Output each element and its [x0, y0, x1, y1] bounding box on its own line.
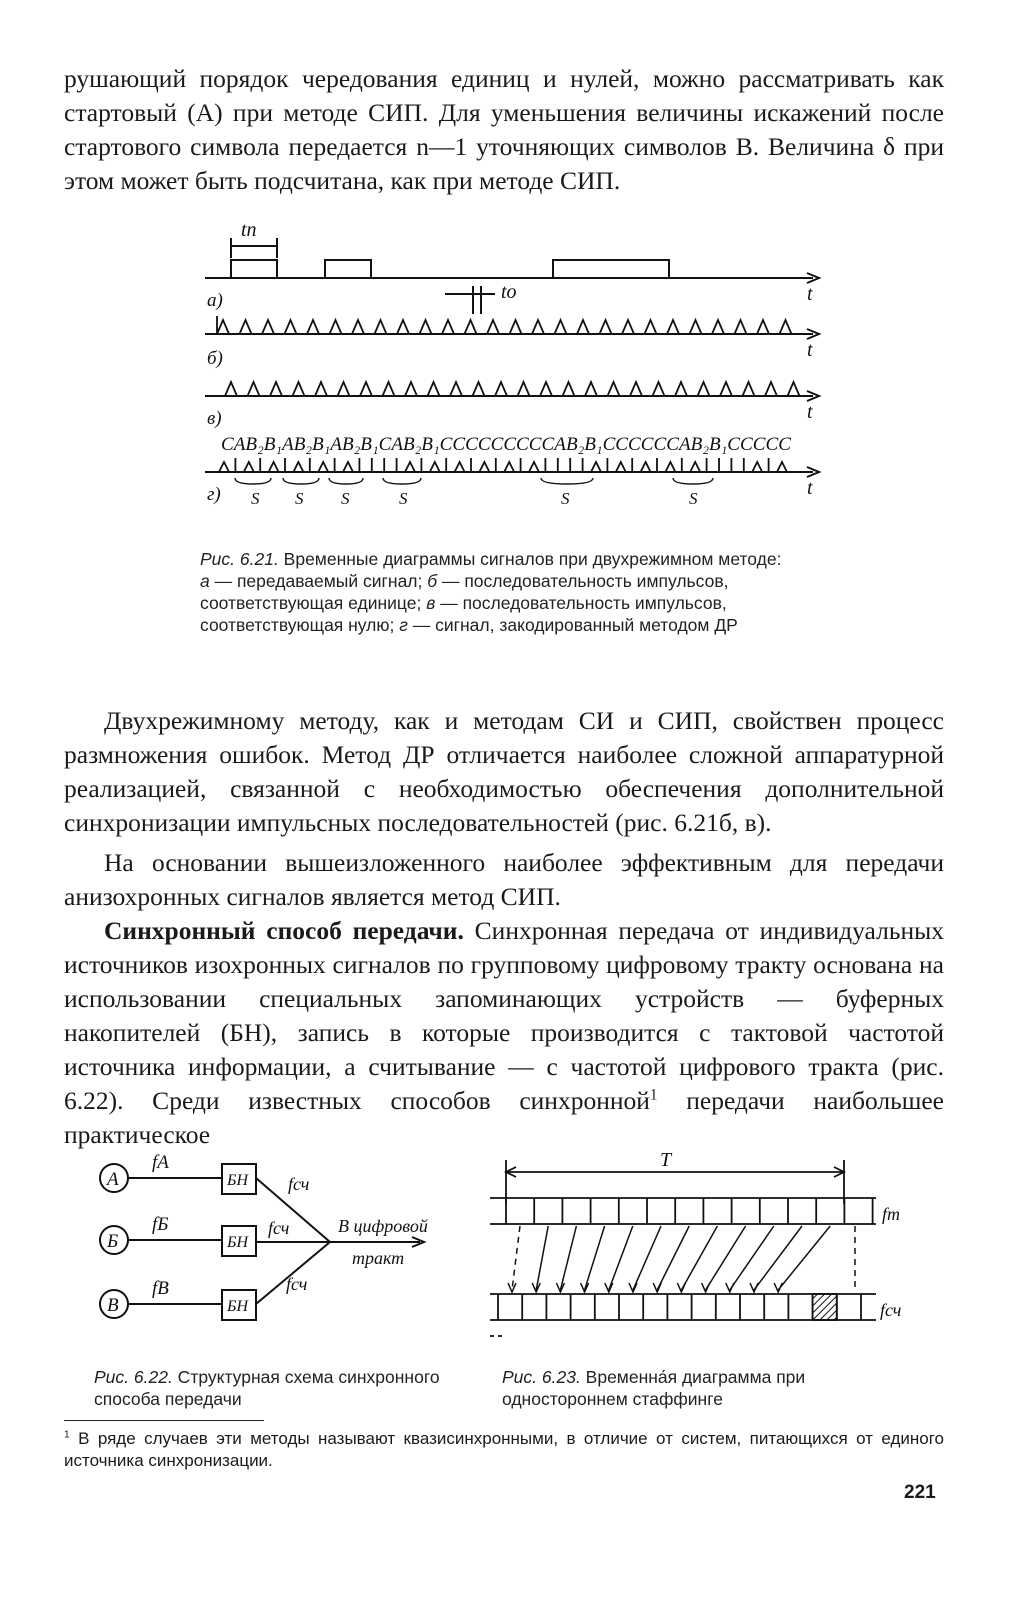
pulse-b	[667, 320, 679, 334]
pulse-b	[757, 320, 769, 334]
paragraph-2: Двухрежимному методу, как и методам СИ и СИП, свойствен процесс размножения ошибок. Метод ДР отличается наиболее сложной аппаратурной реализацией, связанной с необходимостью обеспечения дополнительной синхронизации импульсных последовательностей (рис. 6.21б, в).	[64, 706, 944, 837]
pulse-g	[293, 462, 303, 472]
pulse-v	[653, 382, 665, 396]
s-label-4: S	[399, 489, 408, 508]
transfer-arrow	[536, 1226, 548, 1290]
page-number: 221	[904, 1482, 936, 1503]
caption-6-21-v-text: — последовательность импульсов, соответствующая нулю;	[200, 593, 727, 635]
pulse-b	[735, 320, 747, 334]
transfer-arrow	[609, 1226, 633, 1290]
fsch-3: fсч	[286, 1274, 308, 1294]
axis-t-v: t	[807, 401, 813, 423]
pulse-g	[430, 462, 440, 472]
pulse-g	[641, 462, 651, 472]
freq-a: fА	[152, 1152, 169, 1173]
source-b: Б	[107, 1231, 119, 1252]
pulse-g	[690, 462, 700, 472]
pulse-g	[455, 462, 465, 472]
arrow-head	[677, 1283, 685, 1292]
bn-3: БН	[227, 1298, 248, 1315]
pulse-v	[585, 382, 597, 396]
caption-6-23-text: Временна́я диаграмма при одностороннем стаффинге	[502, 1367, 806, 1409]
fsch-1: fсч	[288, 1174, 310, 1194]
caption-6-23	[502, 1366, 912, 1410]
pulse-g	[591, 462, 601, 472]
brace-s	[541, 478, 593, 484]
pulse-g	[752, 462, 762, 472]
bn-2: БН	[227, 1234, 248, 1251]
footnote-marker: 1	[64, 1429, 70, 1441]
pulse-b	[555, 320, 567, 334]
pulse-v	[720, 382, 732, 396]
pulse-b	[780, 320, 792, 334]
pulse-b	[465, 320, 477, 334]
pulse-b	[397, 320, 409, 334]
pulse-g	[269, 462, 279, 472]
dest-line-1: В цифровой	[338, 1216, 428, 1236]
s-label-5: S	[561, 489, 570, 508]
paragraph-4-text: Синхронная передача от индивидуальных источников изохронных сигналов по групповому цифровому тракту основана на использовании специальных запоминающих устройств — буферных накопителей (БН), запись в которые производится с тактовой частотой источника информации, а считывание — с частотой цифрового тракта (рис. 6.22). Среди известных способов синхронной	[64, 916, 944, 1115]
caption-6-21-a-text: — передаваемый сигнал;	[209, 571, 428, 591]
brace-s	[673, 478, 713, 484]
paragraph-4	[64, 914, 944, 1152]
caption-6-21-g-text: — сигнал, закодированный методом ДР	[407, 615, 738, 635]
brace-s	[235, 478, 271, 484]
caption-6-21-b: б	[427, 571, 438, 591]
transfer-arrow	[560, 1226, 576, 1290]
pulse-v	[360, 382, 372, 396]
pulse-v	[315, 382, 327, 396]
pulse-b	[645, 320, 657, 334]
transfer-arrow	[585, 1226, 605, 1290]
pulse-v	[630, 382, 642, 396]
pulse-v	[428, 382, 440, 396]
pulse-v	[698, 382, 710, 396]
pulse-g	[479, 462, 489, 472]
source-v: В	[107, 1295, 119, 1316]
section-heading: Синхронный способ передачи.	[104, 916, 464, 945]
bn-1: БН	[227, 1172, 248, 1189]
pulse-v	[563, 382, 575, 396]
freq-v: fВ	[152, 1278, 169, 1299]
row-label-a: а)	[207, 290, 223, 311]
pulse-g	[405, 462, 415, 472]
pulse-b	[487, 320, 499, 334]
arrow-head	[750, 1283, 758, 1292]
fsch-2: fсч	[268, 1218, 290, 1238]
figure-6-23	[484, 1146, 914, 1346]
source-a: А	[107, 1169, 119, 1190]
figure-6-22	[90, 1140, 450, 1340]
brace-s	[383, 478, 421, 484]
row-label-b: б)	[207, 348, 223, 369]
caption-6-22-text: Структурная схема синхронного способа передачи	[94, 1367, 440, 1409]
caption-6-21-g: г	[399, 615, 408, 635]
pulse-b	[622, 320, 634, 334]
pulse-b	[532, 320, 544, 334]
pulse-b	[217, 320, 229, 334]
s-label-1: S	[251, 489, 260, 508]
pulse-b	[600, 320, 612, 334]
transfer-arrow	[633, 1226, 661, 1290]
paragraph-3: На основании вышеизложенного наиболее эффективным для передачи анизохронных сигналов является метод СИП.	[64, 848, 944, 911]
pulse-b	[240, 320, 252, 334]
pulse-v	[293, 382, 305, 396]
caption-6-21-v: в	[426, 593, 436, 613]
transfer-arrow	[512, 1226, 520, 1290]
pulse-g	[244, 462, 254, 472]
caption-6-23-label: Рис. 6.23.	[502, 1367, 581, 1387]
caption-6-21-b-text: — последовательность импульсов, соответствующая единице;	[200, 571, 729, 613]
pulse-g	[616, 462, 626, 472]
label-t0: tо	[501, 281, 517, 303]
footnote	[64, 1428, 944, 1472]
row-label-v: в)	[207, 408, 222, 429]
pulse-b	[307, 320, 319, 334]
figure-6-21	[195, 222, 835, 522]
pulse-g	[318, 462, 328, 472]
pulse-v	[518, 382, 530, 396]
row-label-g: г)	[207, 484, 221, 505]
transfer-arrow	[778, 1226, 830, 1290]
pulse-g	[343, 462, 353, 472]
caption-6-21-a: а	[200, 571, 210, 591]
pulse-v	[765, 382, 777, 396]
arrow-head	[653, 1283, 661, 1292]
pulse-v	[743, 382, 755, 396]
caption-6-21	[200, 548, 812, 636]
fsch-label: fсч	[880, 1300, 902, 1320]
axis-t-g: t	[807, 477, 813, 499]
caption-6-21-label: Рис. 6.21.	[200, 549, 279, 569]
pulse-g	[665, 462, 675, 472]
pulse-v	[405, 382, 417, 396]
axis-t-b: t	[807, 339, 813, 361]
arrow-head	[605, 1283, 613, 1292]
axis-t-a: t	[807, 283, 813, 305]
pulse-b	[262, 320, 274, 334]
pulse-v	[608, 382, 620, 396]
pulse-v	[270, 382, 282, 396]
caption-6-21-title: Временные диаграммы сигналов при двухрежимном методе:	[278, 549, 782, 569]
pulse-v	[450, 382, 462, 396]
pulse-b	[352, 320, 364, 334]
pulse-g	[504, 462, 514, 472]
pulse-v	[675, 382, 687, 396]
pulse-b	[330, 320, 342, 334]
freq-b: fБ	[152, 1214, 169, 1235]
pulse-g	[777, 462, 787, 472]
pulse-b	[510, 320, 522, 334]
code-sequence: CAB₂B₁AB₂B₁AB₂B₁CAB₂B₁CCCCCCCCCAB₂B₁CCCCCCAB₂B₁CCCCC	[221, 434, 792, 455]
transfer-arrow	[657, 1226, 689, 1290]
stuffed-cell	[813, 1294, 837, 1320]
caption-6-22	[94, 1366, 444, 1410]
pulse-b	[690, 320, 702, 334]
pulse-v	[495, 382, 507, 396]
pulse-b	[577, 320, 589, 334]
footnote-rule	[64, 1420, 264, 1421]
arrow-head	[629, 1283, 637, 1292]
transfer-arrow	[754, 1226, 802, 1290]
s-label-3: S	[341, 489, 350, 508]
arrow-head	[726, 1283, 734, 1292]
footnote-text: В ряде случаев эти методы называют квазисинхронными, в отличие от систем, питающихся от единого источника синхронизации.	[64, 1429, 944, 1470]
pulse-b	[712, 320, 724, 334]
period-label: T	[660, 1149, 672, 1171]
pulse-v	[540, 382, 552, 396]
arrow-head	[702, 1283, 710, 1292]
arrow-head	[774, 1283, 782, 1292]
transfer-arrow	[730, 1226, 774, 1290]
pulse-b	[420, 320, 432, 334]
caption-6-22-label: Рис. 6.22.	[94, 1367, 173, 1387]
pulse-b	[375, 320, 387, 334]
footnote-ref: 1	[649, 1086, 658, 1104]
pulse-v	[248, 382, 260, 396]
brace-s	[283, 478, 319, 484]
paragraph-1: рушающий порядок чередования единиц и нулей, можно рассматривать как стартовый (A) при методе СИП. Для уменьшения величины искажений после стартового символа передается n—1 уточняющих символов B. Величина δ при этом может быть подсчитана, как при методе СИП.	[64, 64, 944, 195]
pulse-b	[285, 320, 297, 334]
ft-label: fт	[882, 1204, 900, 1224]
label-tn: tп	[241, 222, 257, 241]
pulse-v	[788, 382, 800, 396]
s-label-2: S	[295, 489, 304, 508]
pulse-v	[383, 382, 395, 396]
pulse-v	[338, 382, 350, 396]
brace-s	[329, 478, 363, 484]
pulse-v	[225, 382, 237, 396]
pulse-g	[219, 462, 229, 472]
dest-line-2: тракт	[352, 1248, 405, 1268]
pulse-g	[529, 462, 539, 472]
paragraph-4-tail: передачи наибольшее практическое	[64, 1086, 944, 1149]
s-label-6: S	[689, 489, 698, 508]
pulse-v	[473, 382, 485, 396]
pulse-b	[442, 320, 454, 334]
